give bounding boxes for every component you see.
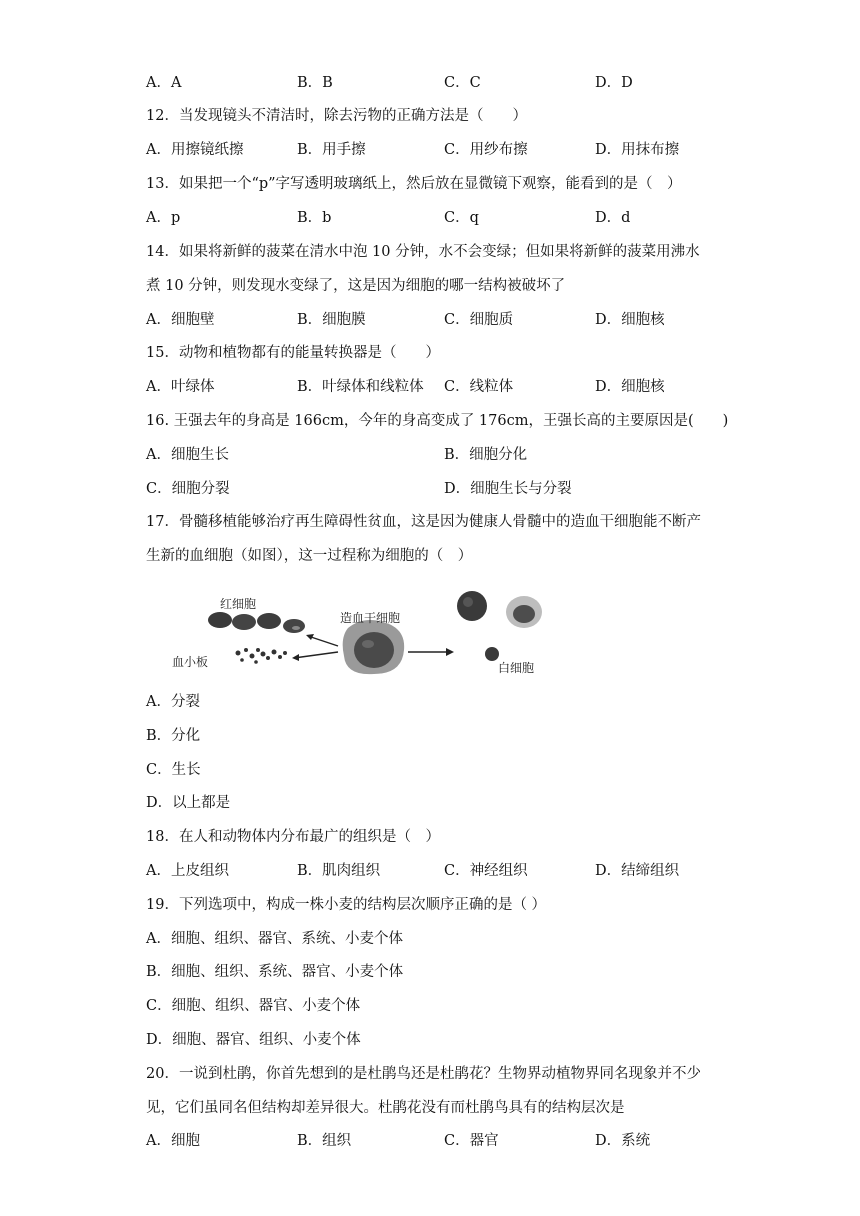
red-blood-cell xyxy=(232,614,256,630)
q14-stem-continued: 煮 10 分钟，则发现水变绿了，这是因为细胞的哪一结构被破坏了 xyxy=(146,278,566,294)
q16-option-d[interactable]: D．细胞生长与分裂 xyxy=(444,481,572,497)
q16-stem: 16. 王强去年的身高是 166cm，今年的身高变成了 176cm，王强长高的主要原因是( ) xyxy=(146,413,729,429)
q14-option-b[interactable]: B．细胞膜 xyxy=(297,312,366,328)
red-blood-cell xyxy=(257,613,281,629)
q13-option-d[interactable]: D．d xyxy=(595,210,631,226)
q13-option-a[interactable]: A．p xyxy=(146,210,181,226)
q19-option-a[interactable]: A．细胞、组织、器官、系统、小麦个体 xyxy=(146,931,403,947)
arrow-to-platelet xyxy=(294,652,338,658)
q13-options xyxy=(146,208,746,228)
q15-option-c[interactable]: C．线粒体 xyxy=(444,379,514,395)
q14-stem: 14．如果将新鲜的菠菜在清水中泡 10 分钟，水不会变绿；但如果将新鲜的菠菜用沸水 xyxy=(146,244,700,260)
q16-option-c[interactable]: C．细胞分裂 xyxy=(146,481,230,497)
q20-stem-continued: 见，它们虽同名但结构却差异很大。杜鹃花没有而杜鹃鸟具有的结构层次是 xyxy=(146,1100,625,1116)
q11-options xyxy=(146,73,746,93)
q20-options xyxy=(146,1131,746,1151)
label-platelet: 血小板 xyxy=(172,655,209,669)
q12-option-c[interactable]: C．用纱布擦 xyxy=(444,142,528,158)
q14-option-a[interactable]: A．细胞壁 xyxy=(146,312,215,328)
q17-stem-continued: 生新的血细胞（如图），这一过程称为细胞的（ ） xyxy=(146,548,473,564)
q12-option-a[interactable]: A．用擦镜纸擦 xyxy=(146,142,244,158)
q19-option-c[interactable]: C．细胞、组织、器官、小麦个体 xyxy=(146,998,361,1014)
q12-options xyxy=(146,140,746,160)
q18-stem: 18．在人和动物体内分布最广的组织是（ ） xyxy=(146,829,440,845)
blood-cell-differentiation-figure xyxy=(168,578,558,678)
q17-option-d[interactable]: D．以上都是 xyxy=(146,795,231,811)
q15-option-d[interactable]: D．细胞核 xyxy=(595,379,665,395)
white-blood-cell xyxy=(485,647,499,661)
q11-option-b[interactable]: B．B xyxy=(297,75,333,91)
q18-option-c[interactable]: C．神经组织 xyxy=(444,863,528,879)
q16-option-b[interactable]: B．细胞分化 xyxy=(444,447,528,463)
q20-option-d[interactable]: D．系统 xyxy=(595,1133,651,1149)
q16-option-a[interactable]: A．细胞生长 xyxy=(146,447,229,463)
platelets xyxy=(236,648,288,664)
red-blood-cell xyxy=(283,619,305,633)
q12-stem: 12．当发现镜头不清洁时，除去污物的正确方法是（ ） xyxy=(146,108,527,124)
q18-option-a[interactable]: A．上皮组织 xyxy=(146,863,229,879)
q16-options-row2 xyxy=(146,479,746,499)
q20-option-c[interactable]: C．器官 xyxy=(444,1133,499,1149)
label-red-blood-cell: 红细胞 xyxy=(220,597,257,611)
q19-stem: 19．下列选项中，构成一株小麦的结构层次顺序正确的是（ ） xyxy=(146,897,547,913)
q12-option-d[interactable]: D．用抹布擦 xyxy=(595,142,680,158)
q14-options xyxy=(146,310,746,330)
q17-option-a[interactable]: A．分裂 xyxy=(146,694,200,710)
q11-option-a[interactable]: A．A xyxy=(146,75,182,91)
q19-option-d[interactable]: D．细胞、器官、组织、小麦个体 xyxy=(146,1032,361,1048)
q15-option-b[interactable]: B．叶绿体和线粒体 xyxy=(297,379,424,395)
q20-option-b[interactable]: B．组织 xyxy=(297,1133,352,1149)
white-blood-cell xyxy=(457,591,487,621)
q18-option-b[interactable]: B．肌肉组织 xyxy=(297,863,381,879)
stem-cell-nucleus xyxy=(354,632,394,668)
q13-stem: 13．如果把一个“p”字写透明玻璃纸上，然后放在显微镜下观察，能看到的是（ ） xyxy=(146,176,682,192)
q18-options xyxy=(146,861,746,881)
q17-option-c[interactable]: C．生长 xyxy=(146,762,201,778)
red-blood-cell xyxy=(208,612,232,628)
q11-option-c[interactable]: C．C xyxy=(444,75,481,91)
q15-options xyxy=(146,377,746,397)
q13-option-b[interactable]: B．b xyxy=(297,210,332,226)
q15-stem: 15．动物和植物都有的能量转换器是（ ） xyxy=(146,345,440,361)
q15-option-a[interactable]: A．叶绿体 xyxy=(146,379,215,395)
q16-options-row1 xyxy=(146,445,746,465)
q14-option-d[interactable]: D．细胞核 xyxy=(595,312,665,328)
q18-option-d[interactable]: D．结缔组织 xyxy=(595,863,680,879)
q13-option-c[interactable]: C．q xyxy=(444,210,479,226)
q19-option-b[interactable]: B．细胞、组织、系统、器官、小麦个体 xyxy=(146,964,404,980)
q20-stem: 20．一说到杜鹃，你首先想到的是杜鹃鸟还是杜鹃花？生物界动植物界同名现象并不少 xyxy=(146,1066,701,1082)
q20-option-a[interactable]: A．细胞 xyxy=(146,1133,200,1149)
label-stem-cell: 造血干细胞 xyxy=(340,611,401,625)
label-white-blood-cell: 白细胞 xyxy=(498,661,535,675)
q14-option-c[interactable]: C．细胞质 xyxy=(444,312,514,328)
q17-option-b[interactable]: B．分化 xyxy=(146,728,201,744)
q12-option-b[interactable]: B．用手擦 xyxy=(297,142,366,158)
arrow-to-rbc xyxy=(308,636,338,646)
q17-stem: 17．骨髓移植能够治疗再生障碍性贫血，这是因为健康人骨髓中的造血干细胞能不断产 xyxy=(146,514,701,530)
q11-option-d[interactable]: D．D xyxy=(595,75,633,91)
figure-drawing xyxy=(168,578,558,678)
